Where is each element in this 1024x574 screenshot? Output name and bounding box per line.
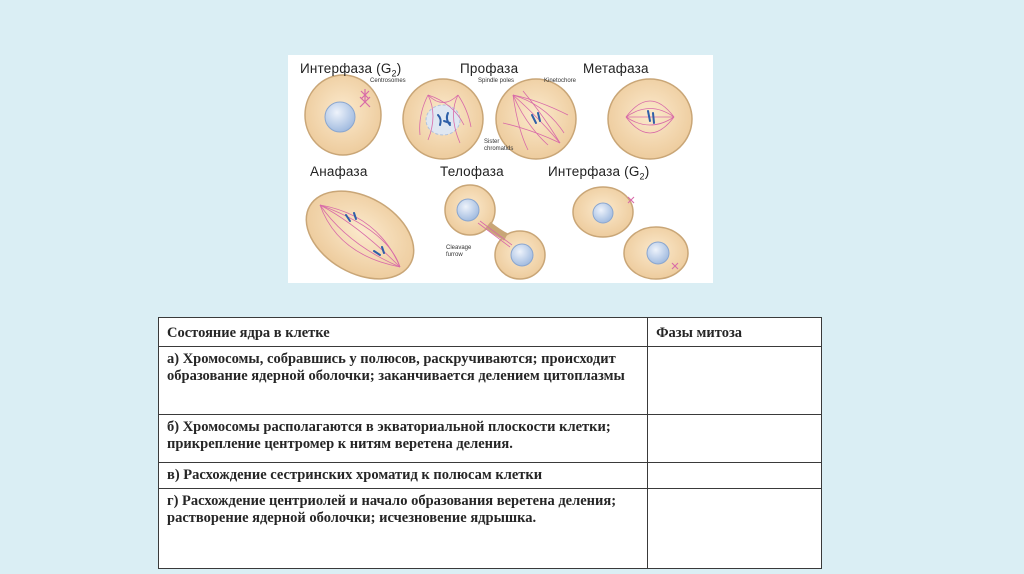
- interphase-cell-top: [305, 75, 381, 155]
- phase-title-interphase-bottom: Интерфаза $(G_2)$: [548, 164, 650, 182]
- annotation-spindle-poles: Spindle poles: [478, 78, 515, 84]
- header-phases: Фазы митоза: [648, 318, 822, 347]
- prophase-cell: [403, 79, 483, 159]
- table-header-row: [159, 318, 822, 347]
- daughter-cells: [573, 187, 688, 279]
- annotation-furrow: furrow: [446, 252, 463, 258]
- metaphase-cell-2: [608, 79, 692, 159]
- mitosis-phases-table: [158, 317, 822, 569]
- row-d-phase[interactable]: [648, 488, 822, 568]
- annotation-centrosomes: Centrosomes: [370, 78, 406, 84]
- header-state: Состояние ядра в клетке: [159, 318, 648, 347]
- table-row: [159, 415, 822, 462]
- row-b-phase[interactable]: [648, 415, 822, 462]
- telophase-cell: [445, 185, 545, 279]
- row-b-state: б) Хромосомы располагаются в экваториальной плоскости клетки; прикрепление центромер к нитям веретена деления.: [159, 415, 648, 462]
- annotation-sister: Sister: [484, 139, 500, 145]
- phase-title-anaphase: Анафаза: [310, 164, 368, 179]
- annotation-chromatids: chromatids: [484, 146, 514, 152]
- phase-title-metaphase: Метафаза: [583, 61, 649, 76]
- phase-title-telophase: Телофаза: [440, 164, 504, 179]
- row-c-state: в) Расхождение сестринских хроматид к полюсам клетки: [159, 462, 648, 488]
- row-a-phase[interactable]: [648, 347, 822, 415]
- phase-title-interphase-top: Интерфаза $(G_2)$: [300, 61, 402, 79]
- row-a-state: а) Хромосомы, собравшись у полюсов, раскручиваются; происходит образование ядерной оболочки; заканчивается делением цитоплазмы: [159, 347, 648, 415]
- row-c-phase[interactable]: [648, 462, 822, 488]
- anaphase-cell: [291, 173, 429, 283]
- mitosis-figure: [288, 55, 713, 283]
- annotation-kinetochore: Kinetochore: [544, 78, 577, 84]
- row-d-state: г) Расхождение центриолей и начало образования веретена деления; растворение ядерной оболочки; исчезновение ядрышка.: [159, 488, 648, 568]
- phase-title-prophase: Профаза: [460, 61, 519, 76]
- table-row: [159, 488, 822, 568]
- table-row: [159, 347, 822, 415]
- table-row: [159, 462, 822, 488]
- annotation-cleavage: Cleavage: [446, 245, 472, 251]
